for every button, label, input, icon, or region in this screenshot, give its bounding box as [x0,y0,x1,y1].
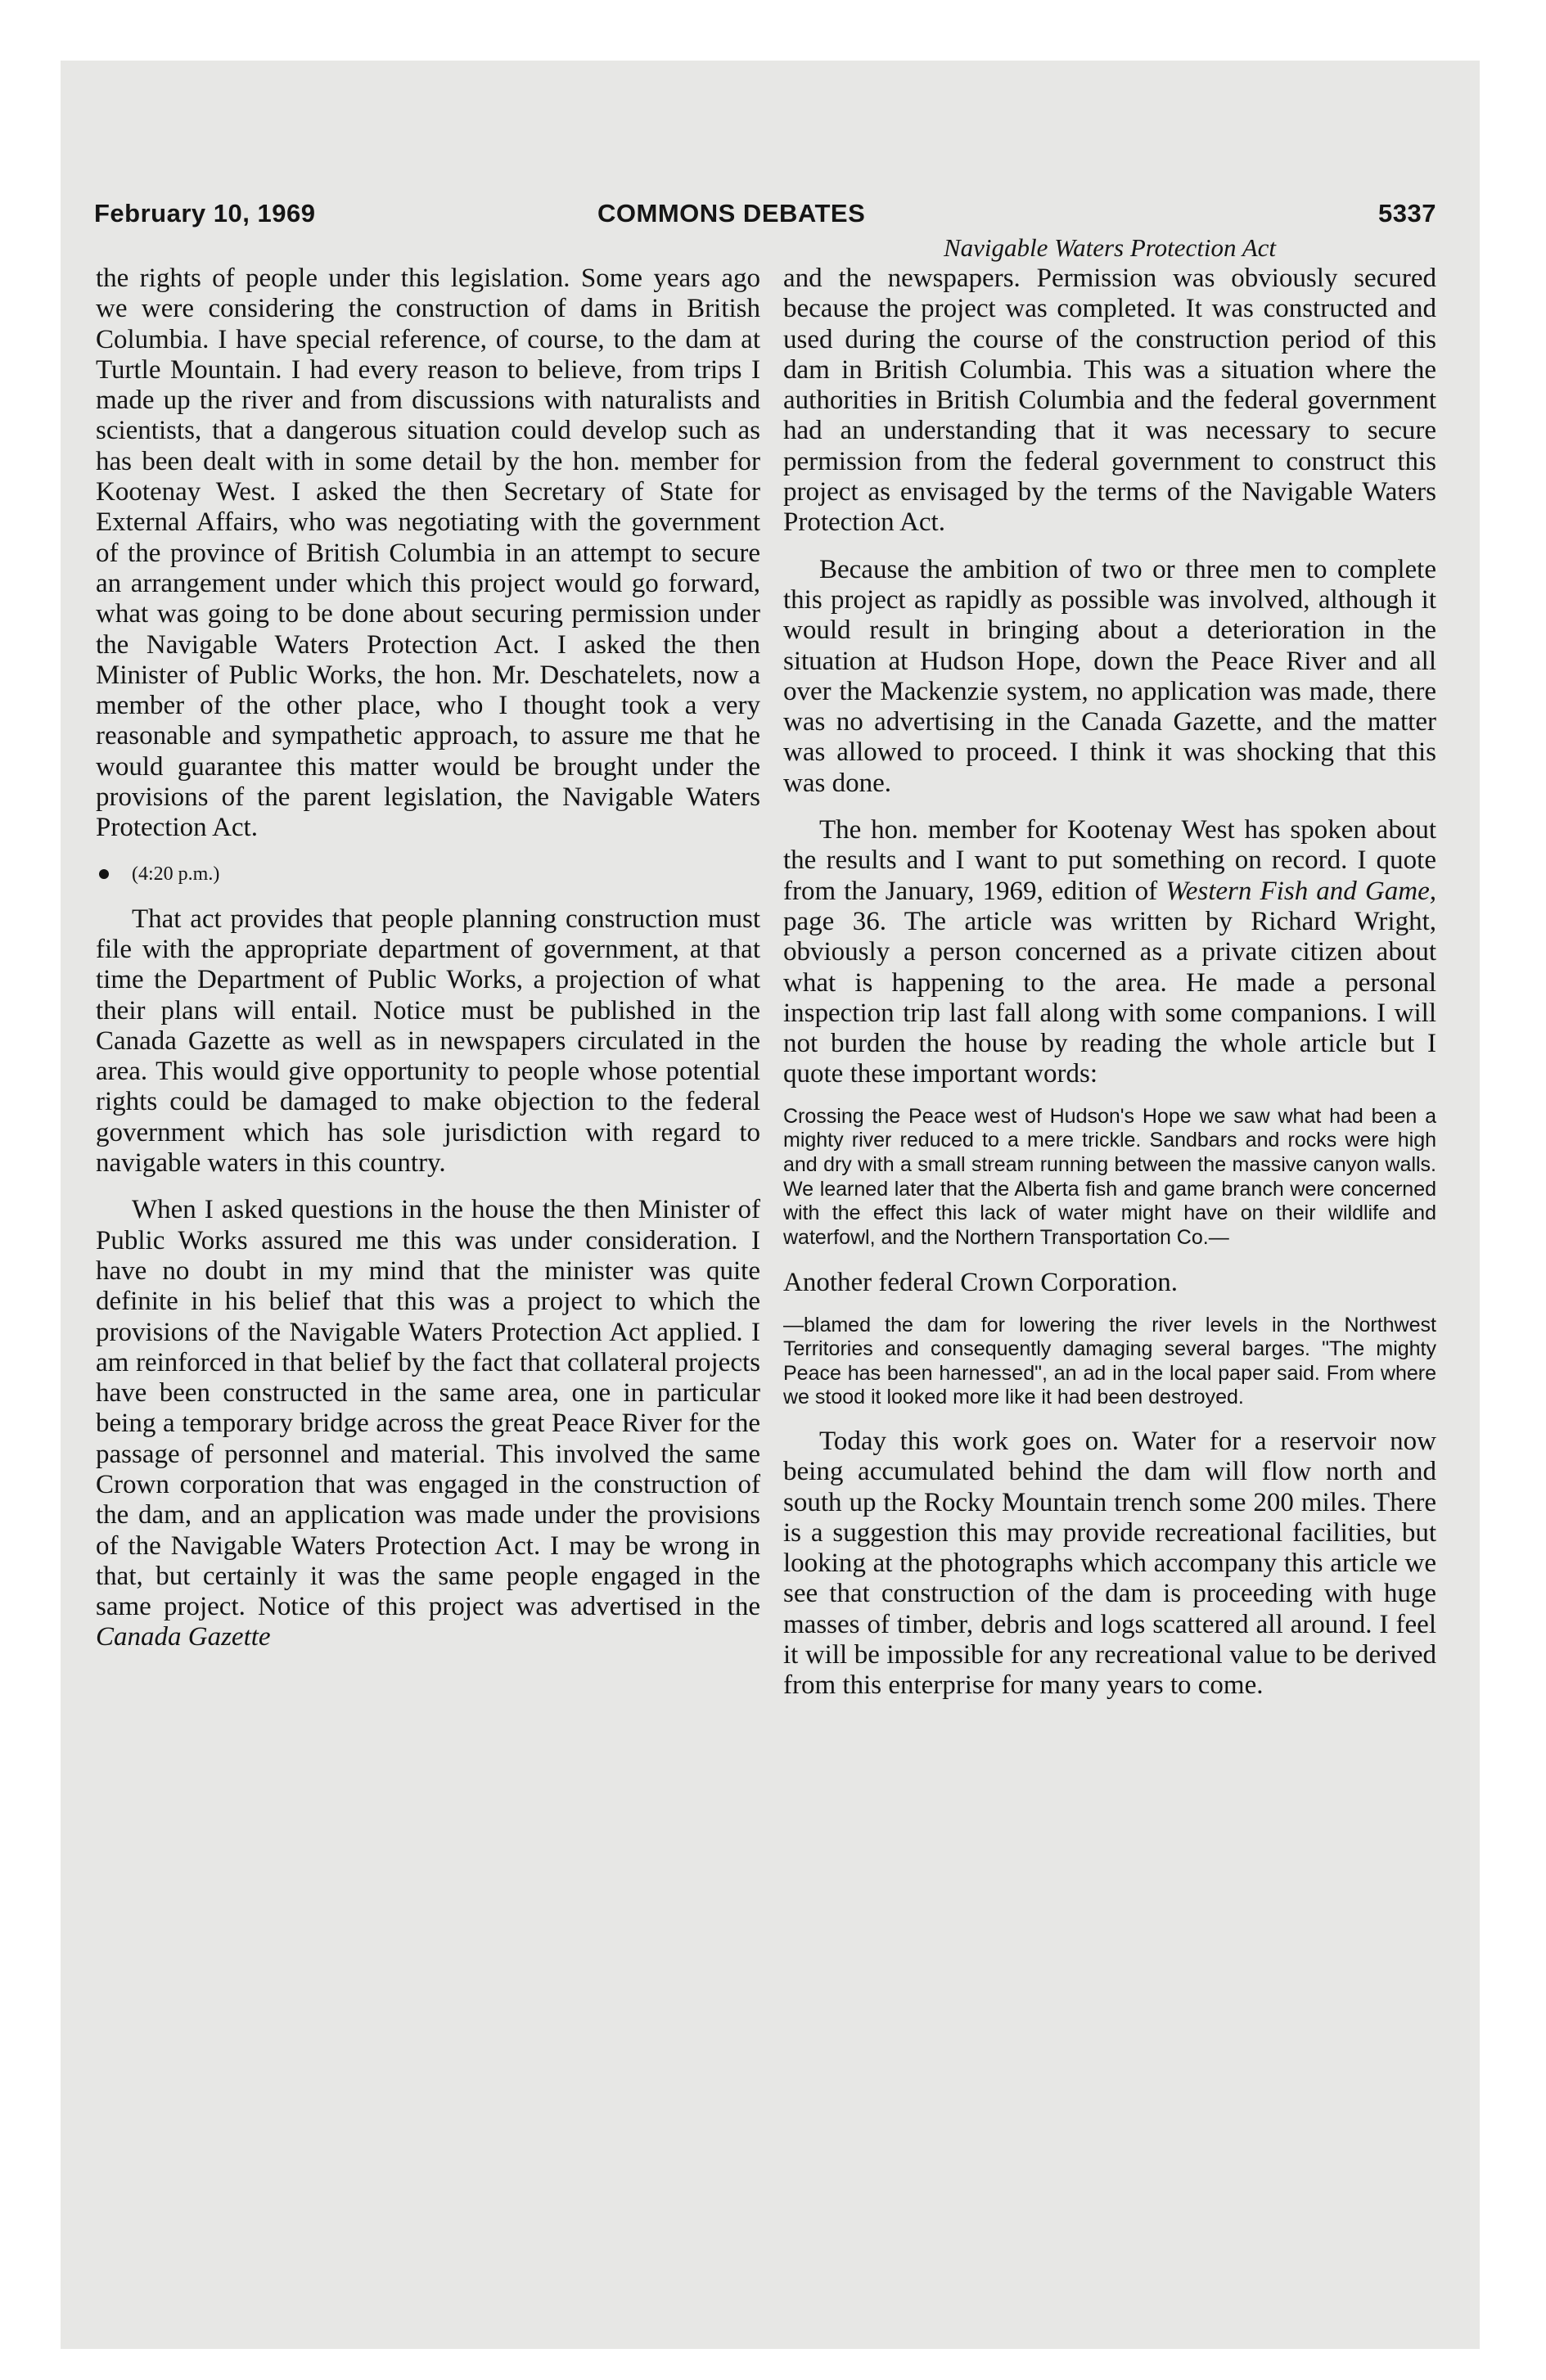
left-paragraph-3-text: When I asked questions in the house the then Minister of Public Works assured me this was under consideration. I have no doubt in my mind that the minister was quite definite in his belief that this was a project to which the provisions of the Navigable Waters Protection Act applied. I am reinforced in that belief by the fact that collateral projects have been constructed in the same area, one in particular being a temporary bridge across the great Peace River for the passage of personnel and material. This involved the same Crown corporation that was engaged in the construction of the dam, and an application was made under the provisions of the Navigable Waters Protection Act. I may be wrong in that, but certainly it was the same people engaged in the same project. Notice of this project was advertised in the [96,1195,760,1622]
left-column [96,264,760,1653]
right-paragraph-3 [783,815,1436,1090]
bullet-dot-icon [99,869,109,879]
timestamp-text: (4:20 p.m.) [132,863,220,885]
right-paragraph-3-b: page 36. The article was written by Richard Wright, obviously a person concerned as a private citizen about what is happening to the area. He made a personal inspection trip last fall along with some companions. I will not burden the house by reading the whole article but I quote these important words: [783,906,1436,1089]
block-quote-1: Crossing the Peace west of Hudson's Hope we saw what had been a mighty river reduced to a mere trickle. Sandbars and rocks were high and dry with a small stream running between the massive canyon walls. We learned later that the Alberta fish and game branch were concerned with the effect this lack of water might have on their wildlife and waterfowl, and the Northern Transportation Co.— [783,1104,1436,1249]
block-quote-2: —blamed the dam for lowering the river levels in the Northwest Territories and consequently damaging several barges. "The mighty Peace has been harnessed", an ad in the local paper said. From where we stood it looked more like it had been destroyed. [783,1313,1436,1409]
right-paragraph-3-italic: Western Fish and Game, [1165,876,1436,906]
right-paragraph-3-a: The hon. member for Kootenay West has spoken about the results and I want to put something on record. I quote from the January, 1969, edition of [783,815,1436,906]
right-paragraph-2: Because the ambition of two or three men to complete this project as rapidly as possible was involved, although it would result in bringing about a deterioration in the situation at Hudson Hope, down the Peace River and all over the Mackenzie system, no application was made, there was no advertising in the Canada Gazette, and the matter was allowed to proceed. I think it was shocking that this was done. [783,554,1436,798]
right-paragraph-1: and the newspapers. Permission was obviously secured because the project was completed. It was constructed and used during the course of the construction period of this dam in British Columbia. This was a situation where the authorities in British Columbia and the federal government had an understanding that it was necessary to secure permission from the federal government to construct this project as envisaged by the terms of the Navigable Waters Protection Act. [783,264,1436,538]
running-head: Navigable Waters Protection Act [943,233,1277,262]
header-date: February 10, 1969 [94,199,316,228]
right-column [783,232,1436,1702]
left-paragraph-3-italic: Canada Gazette [96,1622,271,1652]
interjection: Another federal Crown Corporation. [783,1268,1179,1298]
left-paragraph-2: That act provides that people planning construction must file with the appropriate department of government, at that time the Department of Public Works, a projection of what their plans will entail. Notice must be published in the Canada Gazette as well as in newspapers circulated in the area. This would give opportunity to people whose potential rights could be damaged to make objection to the federal government which has sole jurisdiction with regard to navigable waters in this country. [96,904,760,1179]
header-title: COMMONS DEBATES [597,199,866,228]
left-paragraph-1: the rights of people under this legislation. Some years ago we were considering the construction of dams in British Columbia. I have special reference, of course, to the dam at Turtle Mountain. I had every reason to believe, from trips I made up the river and from discussions with naturalists and scientists, that a dangerous situation could develop such as has been dealt with in some detail by the hon. member for Kootenay West. I asked the then Secretary of State for External Affairs, who was negotiating with the government of the province of British Columbia in an attempt to secure an arrangement under which this project would go forward, what was going to be done about securing permission under the Navigable Waters Protection Act. I asked the then Minister of Public Works, the hon. Mr. Deschatelets, now a member of the other place, who I thought took a very reasonable and sympathetic approach, to assure me that he would guarantee this matter would be brought under the provisions of the parent legislation, the Navigable Waters Protection Act. [96,264,760,843]
header-page-number: 5337 [1378,199,1436,228]
right-paragraph-4: Today this work goes on. Water for a reservoir now being accumulated behind the dam will flow north and south up the Rocky Mountain trench some 200 miles. There is a suggestion this may provide recreational facilities, but looking at the photographs which accompany this article we see that construction of the dam is proceeding with huge masses of timber, debris and logs scattered all around. I feel it will be impossible for any recreational value to be derived from this enterprise for many years to come. [783,1426,1436,1701]
left-paragraph-3 [96,1195,760,1652]
timestamp [96,860,760,888]
